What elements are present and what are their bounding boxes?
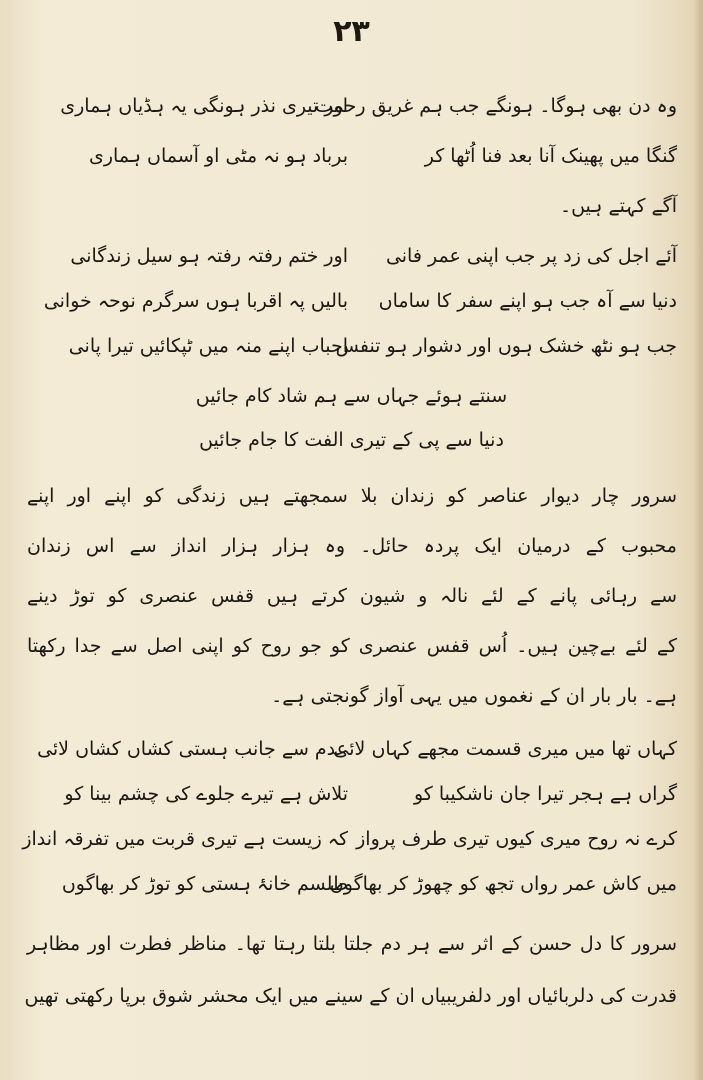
verse-line: وہ دن بھی ہوگا۔ ہونگے جب ہم غریق رحمت bbox=[315, 95, 677, 117]
verse-line: جب ہو نٹھ خشک ہوں اور دشوار ہو تنفس bbox=[335, 335, 677, 357]
verse-line: اور ختم رفتہ رفتہ ہو سیل زندگانی bbox=[70, 245, 348, 267]
prose-line: سے رہائی پانے کے لئے نالہ و شیون کرتے ہیں قفس عنصری کو توڑ دینے bbox=[27, 585, 677, 607]
verse-line: عدم سے جانب ہستی کشاں کشاں لائی bbox=[37, 738, 348, 760]
verse-line: اور تیری نذر ہونگی یہ ہڈیاں ہماری bbox=[60, 95, 348, 117]
prose-line: آگے کہتے ہیں۔ bbox=[559, 195, 677, 217]
verse-line: برباد ہو نہ مٹی او آسماں ہماری bbox=[89, 145, 348, 167]
page-edge-shadow bbox=[693, 0, 703, 1080]
verse-line: بالیں پہ اقربا ہوں سرگرم نوحہ خوانی bbox=[43, 290, 348, 312]
couplet-line: سنتے ہوئے جہاں سے ہم شاد کام جائیں bbox=[195, 385, 508, 407]
verse-line: طلسم خانۂ ہستی کو توڑ کر بھاگوں bbox=[61, 873, 348, 895]
prose-line: کے لئے بےچین ہیں۔ اُس قفس عنصری کو جو روح کو اپنی اصل سے جدا رکھتا bbox=[27, 635, 677, 657]
verse-line: دنیا سے آہ جب ہو اپنے سفر کا ساماں bbox=[378, 290, 677, 312]
couplet-line: دنیا سے پی کے تیری الفت کا جام جائیں bbox=[199, 429, 504, 451]
prose-line: سرور چار دیوار عناصر کو زندان بلا سمجھتے ہیں زندگی کو اپنے اور اپنے bbox=[27, 485, 677, 507]
verse-line: کرے نہ روح میری کیوں تیری طرف پرواز bbox=[356, 828, 677, 850]
verse-line: تلاش ہے تیرے جلوے کی چشم بینا کو bbox=[64, 783, 348, 805]
verse-line: کہ زیست ہے تیری قربت میں تفرقہ انداز bbox=[22, 828, 348, 850]
prose-line: محبوب کے درمیان ایک پردہ حائل۔ وہ ہزار ہزار انداز سے اس زندان bbox=[27, 535, 677, 557]
verse-line: گراں ہے ہجر تیرا جان ناشکیبا کو bbox=[413, 783, 677, 805]
prose-line: قدرت کی دلربائیاں اور دلفریبیاں ان کے سینے میں ایک محشر شوق برپا رکھتی تھیں bbox=[24, 985, 677, 1007]
verse-line: آئے اجل کی زد پر جب اپنی عمر فانی bbox=[385, 245, 677, 267]
verse-line: میں کاش عمر رواں تجھ کو چھوڑ کر بھاگوں bbox=[329, 873, 677, 895]
verse-line: احباب اپنے منہ میں ٹپکائیں تیرا پانی bbox=[68, 335, 348, 357]
page-number: ۲۳ bbox=[333, 14, 370, 49]
verse-line: گنگا میں پھینک آنا بعد فنا اُٹھا کر bbox=[424, 145, 677, 167]
verse-line: کہاں تھا میں میری قسمت مجھے کہاں لائی bbox=[333, 738, 677, 760]
prose-line: سرور کا دل حسن کے اثر سے ہر دم جلتا بلتا رہتا تھا۔ مناظر فطرت اور مظاہر bbox=[27, 933, 677, 955]
prose-line: ہے۔ بار بار ان کے نغموں میں یہی آواز گونجتی ہے۔ bbox=[271, 685, 677, 707]
